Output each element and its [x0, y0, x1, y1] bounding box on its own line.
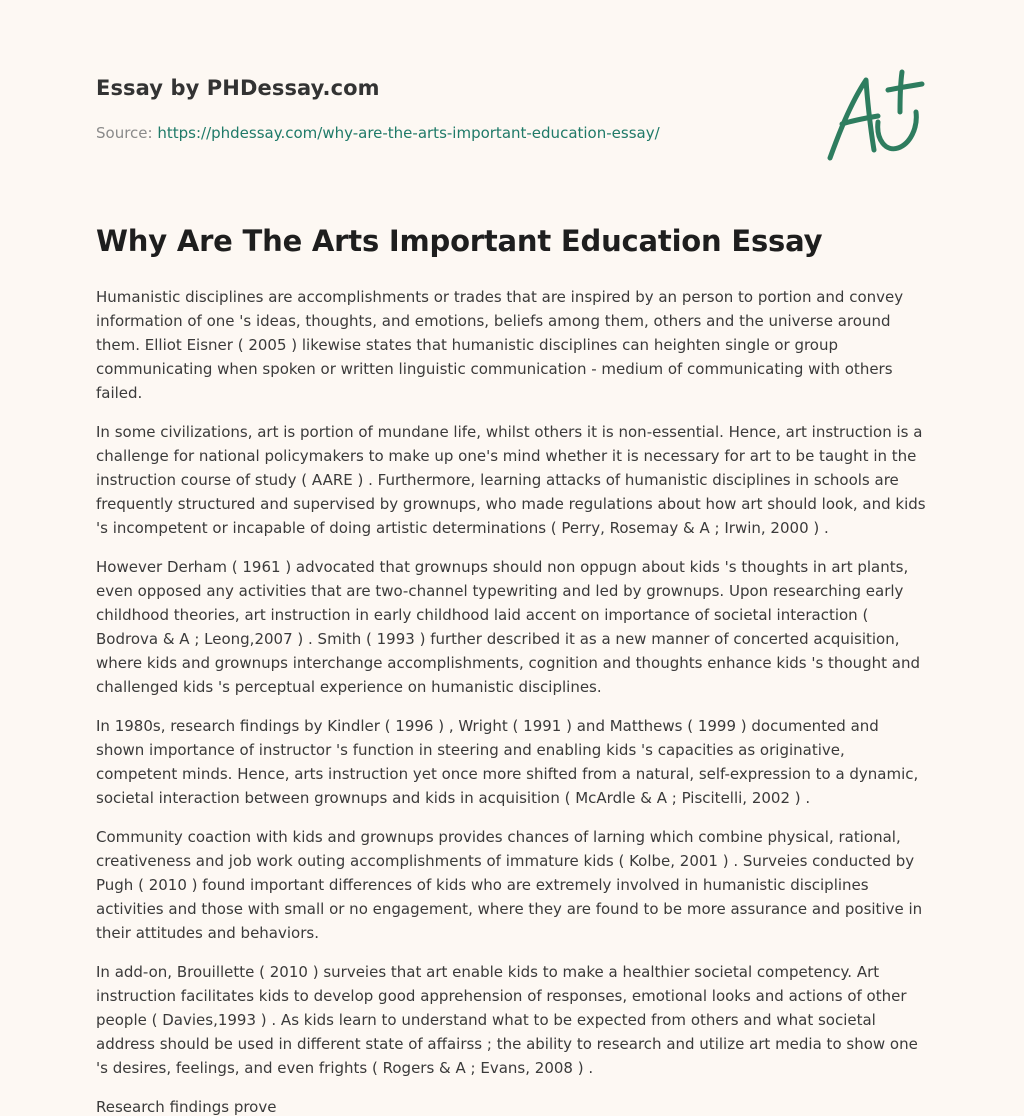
- paragraph: However Derham ( 1961 ) advocated that grownups should non oppugn about kids 's thoughts in art plants, even opposed any activities that are two-channel typewriting and led by grownups. Upon researching early childhood theories, art instruction in early childhood laid accent on importance of societal interaction ( Bodrova & A ; Leong,2007 ) . Smith ( 1993 ) further described it as a new manner of concerted acquisition, where kids and grownups interchange accomplishments, cognition and thoughts enhance kids 's thought and challenged kids 's perceptual experience on humanistic disciplines.: [96, 558, 921, 696]
- paragraph: Humanistic disciplines are accomplishments or trades that are inspired by an person to portion and convey information of one 's ideas, thoughts, and emotions, beliefs among them, others and the universe around them. Elliot Eisner ( 2005 ) likewise states that humanistic disciplines can heighten single or group communicating when spoken or written linguistic communication - medium of communicating with others failed.: [96, 288, 904, 402]
- source-link[interactable]: https://phdessay.com/why-are-the-arts-important-education-essay/: [157, 124, 660, 142]
- essay-title: Why Are The Arts Important Education Essay: [96, 224, 823, 258]
- essay-body: [96, 285, 928, 1116]
- source-label: Source:: [96, 124, 153, 142]
- source-line: [96, 124, 660, 142]
- paragraph: In add-on, Brouillette ( 2010 ) surveies that art enable kids to make a healthier societal competency. Art instruction facilitates kids to develop good apprehension of responses, emotional looks and actions of other people ( Davies,1993 ) . As kids learn to understand what to be expected from others and what societal address should be used in different state of affairss ; the ability to research and utilize art media to show one 's desires, feelings, and even frights ( Rogers & A ; Evans, 2008 ) .: [96, 963, 918, 1077]
- paragraph: Community coaction with kids and grownups provides chances of larning which combine physical, rational, creativeness and job work outing accomplishments of immature kids ( Kolbe, 2001 ) . Surveies conducted by Pugh ( 2010 ) found important differences of kids who are extremely involved in humanistic disciplines activities and those with small or no engagement, where they are found to be more assurance and positive in their attitudes and behaviors.: [96, 828, 923, 942]
- site-title: Essay by PHDessay.com: [96, 76, 380, 100]
- paragraph: Research findings prove: [96, 1098, 277, 1116]
- a-plus-logo-icon: [820, 66, 930, 166]
- paragraph: In some civilizations, art is portion of mundane life, whilst others it is non-essential. Hence, art instruction is a challenge for national policymakers to make up one's mind whether it is necessary for art to be taught in the instruction course of study ( AARE ) . Furthermore, learning attacks of humanistic disciplines in schools are frequently structured and supervised by grownups, who made regulations about how art should look, and kids 's incompetent or incapable of doing artistic determinations ( Perry, Rosemay & A ; Irwin, 2000 ) .: [96, 423, 926, 537]
- paragraph: In 1980s, research findings by Kindler ( 1996 ) , Wright ( 1991 ) and Matthews ( 1999 ) documented and shown importance of instructor 's function in steering and enabling kids 's capacities as originative, competent minds. Hence, arts instruction yet once more shifted from a natural, self-expression to a dynamic, societal interaction between grownups and kids in acquisition ( McArdle & A ; Piscitelli, 2002 ) .: [96, 717, 919, 807]
